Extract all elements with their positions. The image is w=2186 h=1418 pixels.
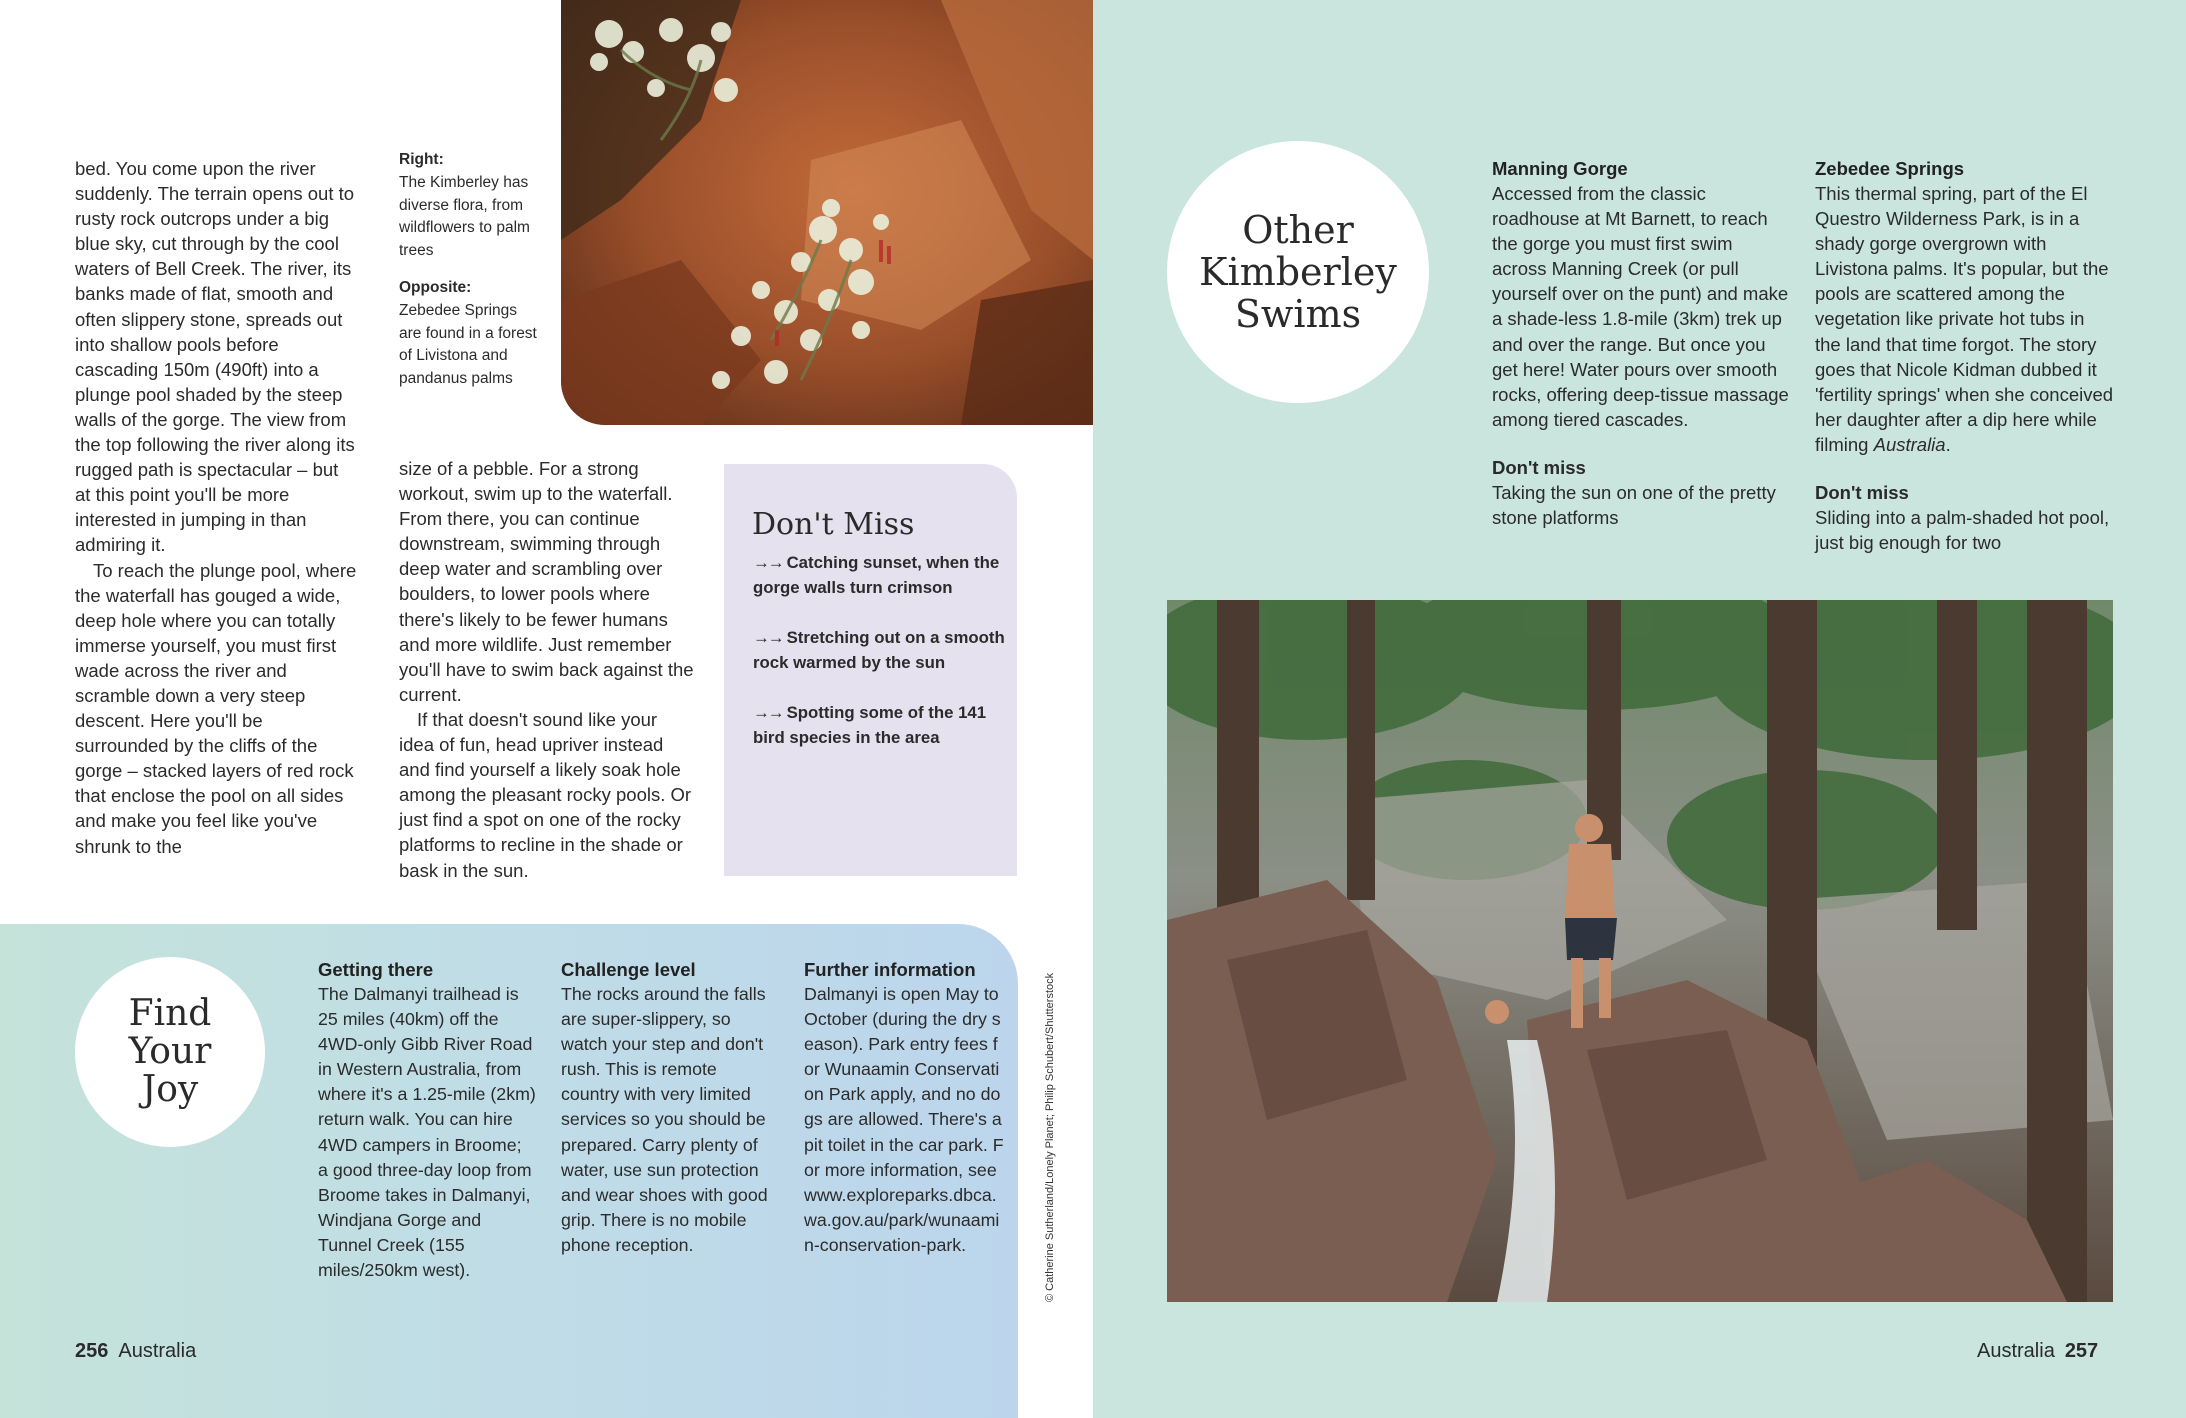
info-text: The Dalmanyi trailhead is 25 miles (40km) off the 4WD-only Gibb River Road in Western Australia, from where it's a 1.25-mile (2km) return walk. You can hire 4WD campers in Broome; a good three-day loop from Broome takes in Dalmanyi, Windjana Gorge and Tunnel Creek (155 miles/250km west). <box>318 984 536 1281</box>
body-column-2 <box>399 456 697 883</box>
info-text: The rocks around the falls are super-slippery, so watch your step and don't rush. This is remote country with very limited services so you should be prepared. Carry plenty of water, use sun protection and wear shoes with good grip. There is no mobile phone reception. <box>561 984 768 1255</box>
swim-dont-miss-label: Don't miss <box>1815 482 1909 504</box>
dont-miss-list <box>753 550 1005 750</box>
list-item: →→ Catching sunset, when the gorge walls turn crimson <box>753 553 1000 597</box>
info-column-getting-there <box>318 957 536 1283</box>
caption-text: The Kimberley has diverse flora, from wildflowers to palm trees <box>399 173 530 260</box>
caption-label: Right: <box>399 151 444 168</box>
caption-text: Zebedee Springs are found in a forest of Livistona and pandanus palms <box>399 301 537 388</box>
info-heading: Getting there <box>318 959 434 980</box>
page-number: 257 <box>2064 1340 2099 1362</box>
dont-miss-box <box>724 464 1017 876</box>
caption-opposite <box>399 277 539 391</box>
zebedee-springs-photo <box>1167 600 2113 1302</box>
other-swims-title: Other Kimberley Swims <box>1199 208 1397 336</box>
caption-right <box>399 149 539 263</box>
list-item: →→ Spotting some of the 141 bird species in the area <box>753 703 987 747</box>
page-folio-right <box>1977 1339 2098 1363</box>
dont-miss-title: Don't Miss <box>752 507 915 542</box>
swim-dont-miss-label: Don't miss <box>1492 456 1586 478</box>
list-item: →→ Stretching out on a smooth rock warmed by the sun <box>753 628 1005 672</box>
arrow-icon: →→ <box>753 703 783 722</box>
info-column-challenge-level <box>561 957 779 1258</box>
find-your-joy-title: Find Your Joy <box>128 993 212 1110</box>
arrow-icon: →→ <box>753 628 783 647</box>
info-heading: Challenge level <box>561 959 696 980</box>
info-text: Dalmanyi is open May to October (during the dry season). Park entry fees for Wunaamin Conservation Park apply, and no dogs are allowed. There's a pit toilet in the car park. For more information, see www.exploreparks.dbca.wa.gov.au/park/wunaamin-conservation-park. <box>804 984 1004 1255</box>
photo-credit: © Catherine Sutherland/Lonely Planet; Philip Schubert/Shutterstock <box>1044 972 1056 1302</box>
photo-captions <box>399 149 539 391</box>
swim-heading: Manning Gorge <box>1492 158 1628 179</box>
page-number: 256 <box>75 1340 109 1362</box>
flora-photo <box>561 0 1093 425</box>
folio-label: Australia <box>118 1340 197 1362</box>
info-heading: Further information <box>804 959 976 980</box>
other-swims-badge <box>1167 141 1429 403</box>
swim-text: Accessed from the classic roadhouse at Mt Barnett, to reach the gorge you must first swim across Manning Creek (or pull yourself over on the punt) and make a shade-less 1.8-mile (3km) trek up and over the range. But once you get here! Water pours over smooth rocks, offering deep-tissue massage among tiered cascades. <box>1492 183 1789 430</box>
folio-label: Australia <box>1977 1340 2055 1362</box>
find-your-joy-badge <box>75 957 265 1147</box>
body-column-1 <box>75 156 357 859</box>
body-paragraph: bed. You come upon the river suddenly. The terrain opens out to rusty rock outcrops under a big blue sky, cut through by the cool waters of Bell Creek. The river, its banks made of flat, smooth and often slippery stone, spreads out into shallow pools before cascading 150m (490ft) into a plunge pool shaded by the steep walls of the gorge. The view from the top following the river along its rugged path is spectacular – but at this point you'll be more interested in jumping in than admiring it. <box>75 158 355 556</box>
arrow-icon: →→ <box>753 553 783 572</box>
swim-column-zebedee-springs <box>1815 156 2115 555</box>
body-paragraph: If that doesn't sound like your idea of fun, head upriver instead and find yourself a likely soak hole among the pleasant rocky pools. Or just find a spot on one of the rocky platforms to recline in the shade or bask in the sun. <box>399 708 692 881</box>
swim-dont-miss-text: Taking the sun on one of the pretty stone platforms <box>1492 481 1776 529</box>
swim-heading: Zebedee Springs <box>1815 158 1965 179</box>
swim-text: This thermal spring, part of the El Questro Wilderness Park, is in a shady gorge overgrown with Livistona palms. It's popular, but the pools are scattered among the vegetation like private hot tubs in the land that time forgot. The story goes that Nicole Kidman dubbed it 'fertility springs' when she conceived her daughter after a dip here while filming Australia. <box>1815 183 2114 455</box>
caption-label: Opposite: <box>399 278 472 296</box>
info-column-further-information <box>804 957 1004 1258</box>
body-paragraph: To reach the plunge pool, where the waterfall has gouged a wide, deep hole where you can totally immerse yourself, you must first wade across the river and scramble down a very steep descent. Here you'll be surrounded by the cliffs of the gorge – stacked layers of red rock that enclose the pool on all sides and make you feel like you've shrunk to the <box>75 559 357 857</box>
swim-dont-miss-text: Sliding into a palm-shaded hot pool, just big enough for two <box>1815 507 2110 554</box>
page-folio-left <box>75 1339 196 1363</box>
body-paragraph: size of a pebble. For a strong workout, swim up to the waterfall. From there, you can continue downstream, swimming through deep water and scrambling over boulders, to lower pools where there's likely to be fewer humans and more wildlife. Just remember you'll have to swim back against the current. <box>399 458 694 705</box>
swim-column-manning-gorge <box>1492 156 1792 530</box>
